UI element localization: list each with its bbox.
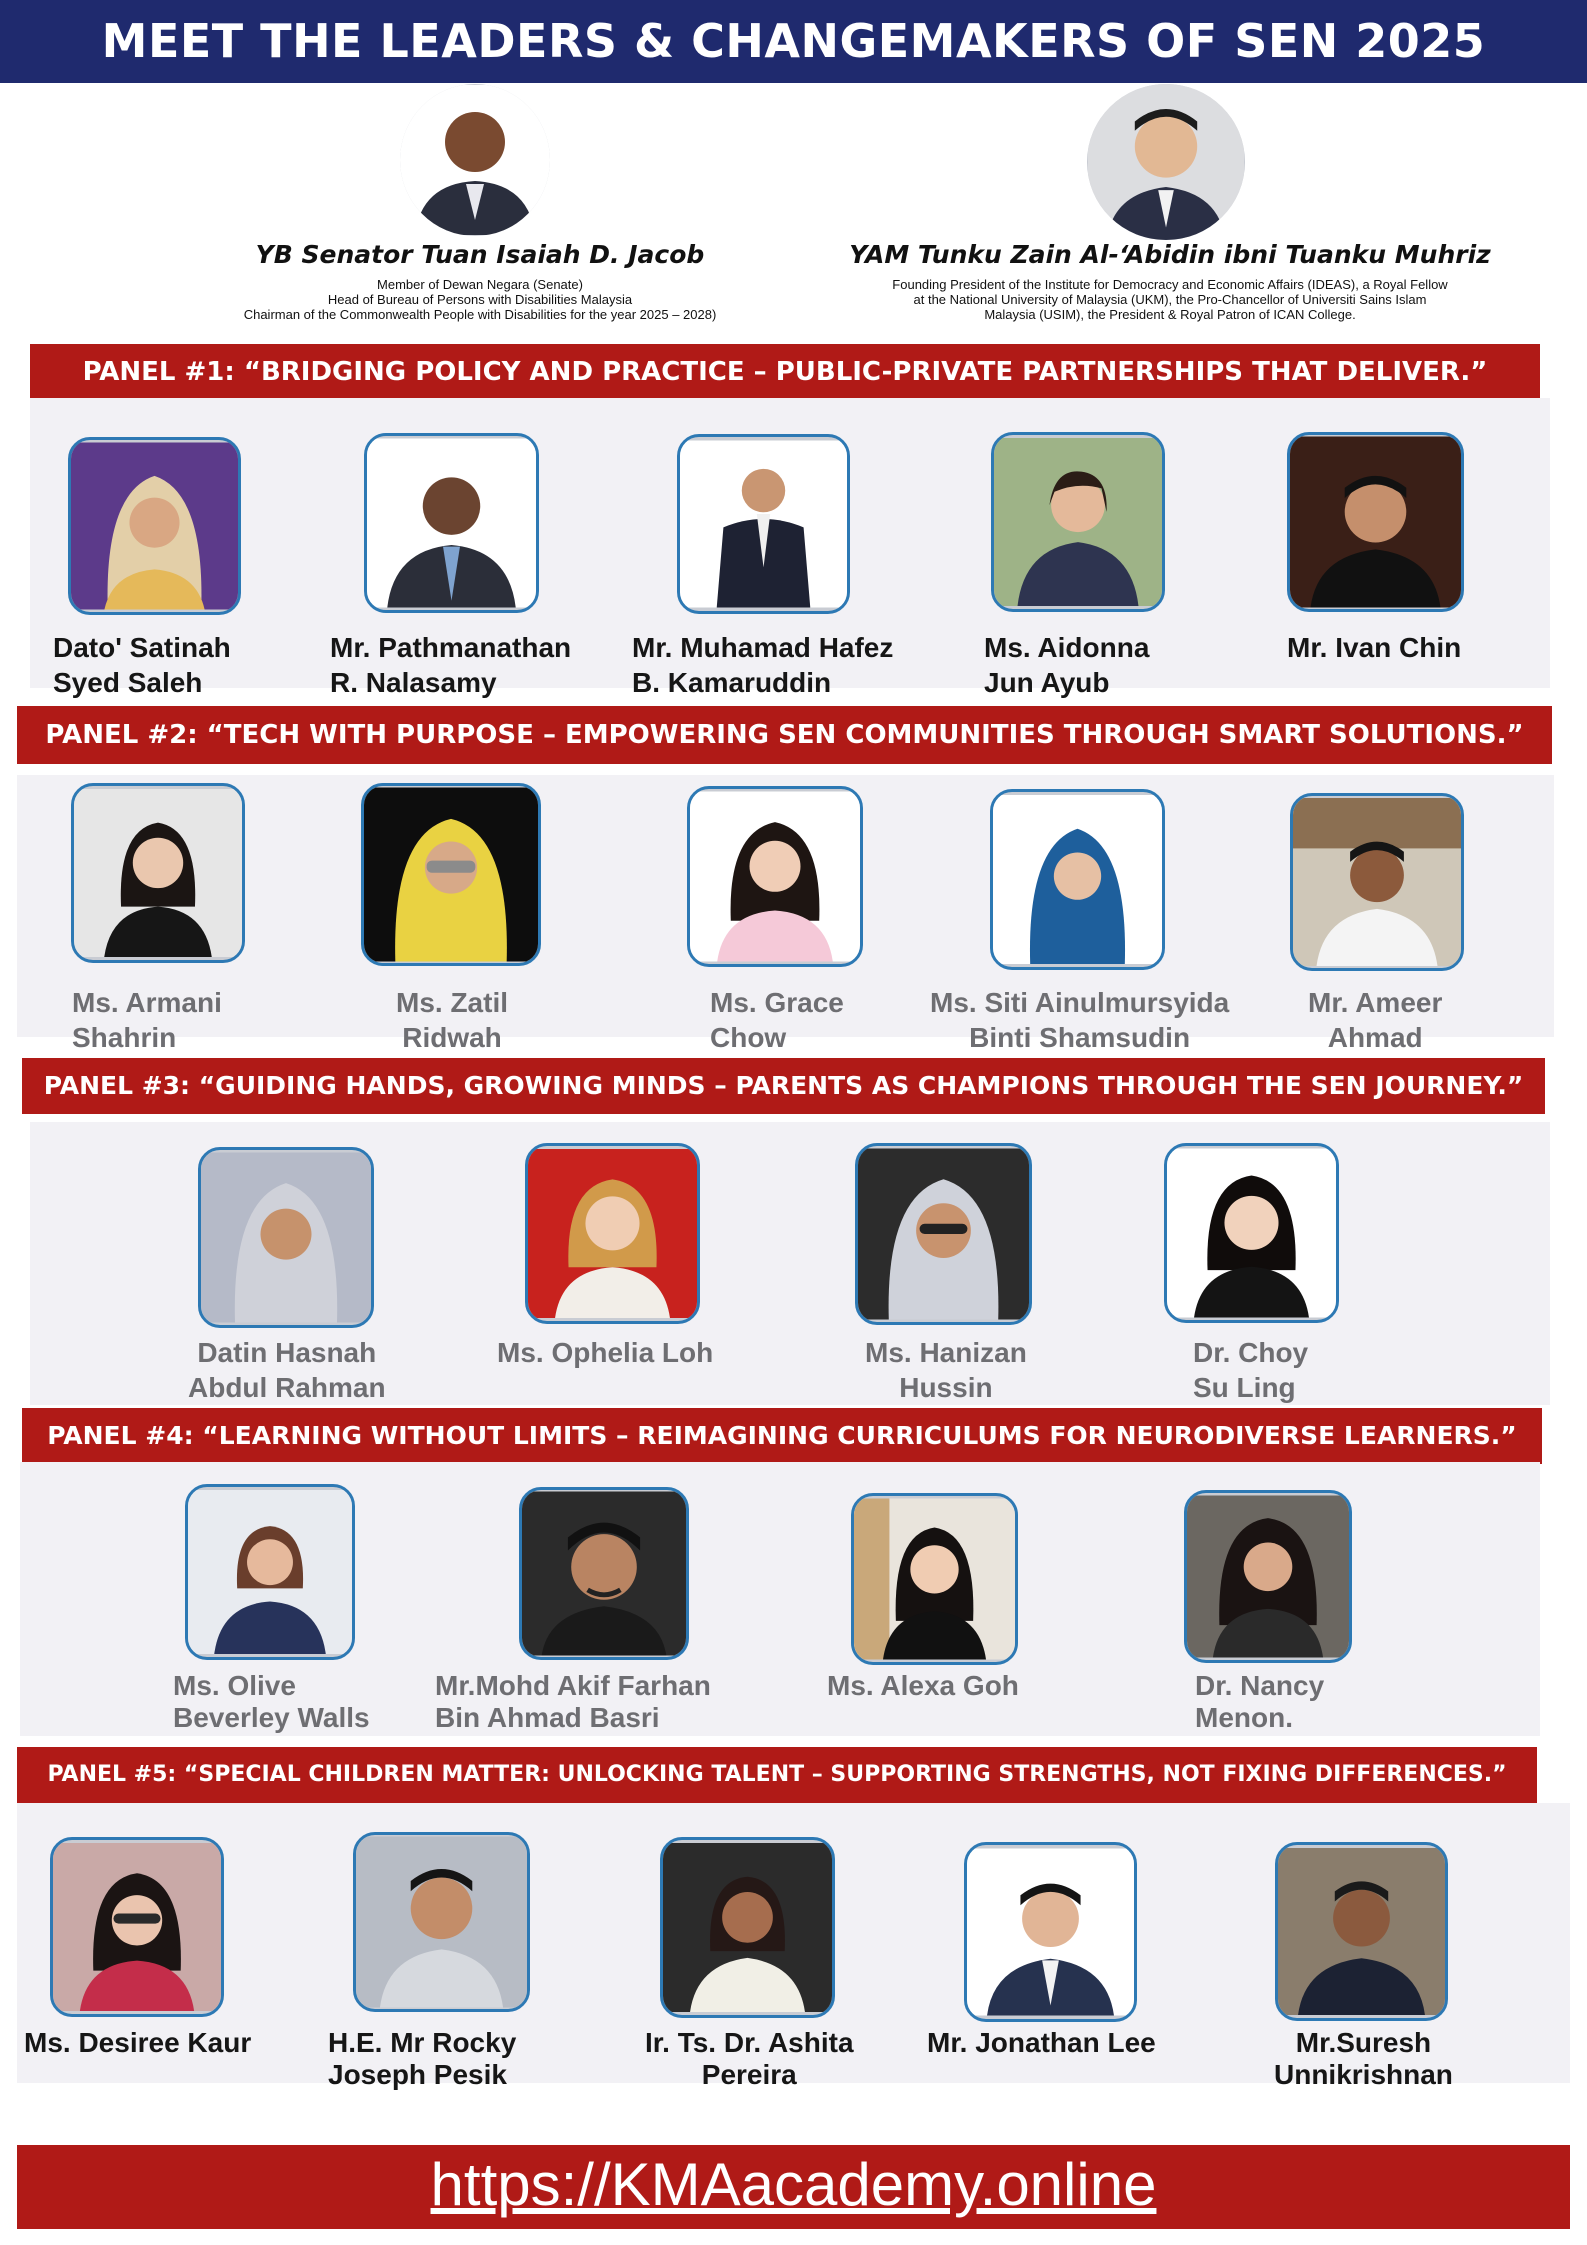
website-link[interactable]: https://KMAacademy.online bbox=[430, 2151, 1157, 2218]
speaker-photo bbox=[1290, 793, 1464, 971]
speaker-name: Mr.Suresh Unnikrishnan bbox=[1274, 2027, 1453, 2090]
speaker-name: Dr. Choy Su Ling bbox=[1193, 1337, 1309, 1403]
footer-bar bbox=[17, 2145, 1570, 2229]
speaker-name: Mr. Jonathan Lee bbox=[927, 2027, 1156, 2058]
speaker-photo bbox=[50, 1837, 224, 2017]
speaker-name: H.E. Mr Rocky Joseph Pesik bbox=[328, 2027, 517, 2090]
panel-3-title: PANEL #3: “GUIDING HANDS, GROWING MINDS – PARENTS AS CHAMPIONS THROUGH THE SEN JOURNEY.” bbox=[22, 1058, 1545, 1114]
speaker-name: Ms. Ophelia Loh bbox=[497, 1337, 714, 1368]
guest-description: Member of Dewan Negara (Senate) Head of Bureau of Persons with Disabilities Malaysia Chairman of the Commonwealth People with Disabilities for the year 2025 – 2028) bbox=[243, 277, 717, 322]
speaker-photo bbox=[687, 786, 863, 967]
speaker-name: Datin Hasnah Abdul Rahman bbox=[188, 1337, 386, 1403]
speaker-photo bbox=[198, 1147, 374, 1328]
speaker-photo bbox=[1184, 1490, 1352, 1663]
speaker-photo bbox=[660, 1837, 835, 2018]
speaker-name: Ms. Aidonna Jun Ayub bbox=[984, 632, 1150, 698]
speaker-name: Mr. Ivan Chin bbox=[1287, 632, 1462, 663]
speaker-photo bbox=[677, 434, 850, 614]
speaker-name: Mr. Muhamad Hafez B. Kamaruddin bbox=[632, 632, 894, 698]
speaker-photo bbox=[185, 1484, 355, 1660]
speaker-name: Ir. Ts. Dr. Ashita Pereira bbox=[645, 2027, 854, 2090]
speaker-name: Ms. Armani Shahrin bbox=[72, 987, 222, 1053]
guest-name: YB Senator Tuan Isaiah D. Jacob bbox=[255, 240, 705, 269]
panel-2-title: PANEL #2: “TECH WITH PURPOSE – EMPOWERING SEN COMMUNITIES THROUGH SMART SOLUTIONS.” bbox=[17, 706, 1552, 764]
speaker-name: Ms. Olive Beverley Walls bbox=[173, 1670, 370, 1733]
speaker-photo bbox=[990, 789, 1165, 970]
speaker-name: Dato' Satinah Syed Saleh bbox=[53, 632, 231, 698]
page-title: MEET THE LEADERS & CHANGEMAKERS OF SEN 2025 bbox=[0, 0, 1587, 83]
speaker-photo bbox=[525, 1143, 700, 1324]
speaker-photo bbox=[1164, 1143, 1339, 1323]
speaker-photo bbox=[855, 1143, 1032, 1325]
guest-name: YAM Tunku Zain Al-‘Abidin ibni Tuanku Muhriz bbox=[849, 240, 1491, 269]
speaker-photo bbox=[964, 1842, 1137, 2022]
speaker-name: Mr. Ameer Ahmad bbox=[1308, 987, 1443, 1053]
speaker-photo bbox=[519, 1487, 689, 1660]
speaker-photo bbox=[1287, 432, 1464, 612]
speaker-name: Mr. Pathmanathan R. Nalasamy bbox=[330, 632, 572, 698]
speaker-photo bbox=[851, 1493, 1018, 1665]
speaker-name: Ms. Desiree Kaur bbox=[24, 2027, 252, 2058]
speaker-photo bbox=[991, 432, 1165, 612]
speaker-photo bbox=[1275, 1842, 1448, 2021]
guest-photo bbox=[400, 84, 550, 236]
speaker-name: Ms. Alexa Goh bbox=[827, 1670, 1019, 1701]
speaker-photo bbox=[68, 437, 241, 615]
speaker-name: Dr. Nancy Menon. bbox=[1195, 1670, 1325, 1733]
speaker-photo bbox=[364, 433, 539, 613]
speaker-photo bbox=[353, 1832, 530, 2012]
speaker-photo bbox=[71, 783, 245, 963]
speaker-name: Mr.Mohd Akif Farhan Bin Ahmad Basri bbox=[435, 1670, 711, 1733]
panel-5-title: PANEL #5: “SPECIAL CHILDREN MATTER: UNLOCKING TALENT – SUPPORTING STRENGTHS, NOT FIXING DIFFERENCES.” bbox=[17, 1747, 1537, 1803]
speaker-name: Ms. Siti Ainulmursyida Binti Shamsudin bbox=[930, 987, 1230, 1053]
panel-1-title: PANEL #1: “BRIDGING POLICY AND PRACTICE – PUBLIC-PRIVATE PARTNERSHIPS THAT DELIVER.” bbox=[30, 344, 1540, 400]
speaker-photo bbox=[361, 783, 541, 966]
guest-description: Founding President of the Institute for Democracy and Economic Affairs (IDEAS), a Royal Fellow at the National University of Malaysia (UKM), the Pro-Chancellor of Universiti Sains Islam Malaysia (USIM), the President & Royal Patron of ICAN College. bbox=[892, 277, 1448, 322]
speaker-name: Ms. Grace Chow bbox=[710, 987, 844, 1053]
panel-4-title: PANEL #4: “LEARNING WITHOUT LIMITS – REIMAGINING CURRICULUMS FOR NEURODIVERSE LEARNERS.” bbox=[22, 1408, 1542, 1464]
speaker-name: Ms. Hanizan Hussin bbox=[865, 1337, 1027, 1403]
guest-photo bbox=[1087, 84, 1245, 240]
speaker-name: Ms. Zatil Ridwah bbox=[396, 987, 509, 1053]
